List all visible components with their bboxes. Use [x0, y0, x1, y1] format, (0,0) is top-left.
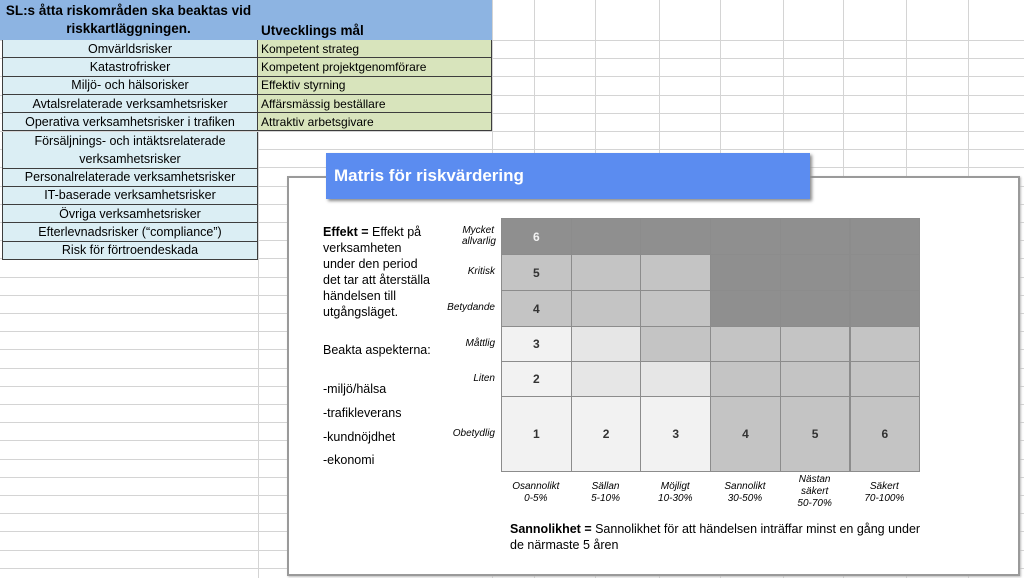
risk-cell[interactable]: Avtalsrelaterade verksamhetsrisker	[2, 95, 258, 113]
matrix-cell	[571, 254, 642, 291]
x-axis-label-range: 50-70%	[797, 498, 832, 509]
risk-cell[interactable]: IT-baserade verksamhetsrisker	[2, 187, 258, 205]
x-axis-label-name: Sällan	[591, 481, 620, 492]
matrix-cell	[571, 290, 642, 327]
matrix-cell	[780, 361, 851, 397]
risk-cell[interactable]: Efterlevnadsrisker (“compliance”)	[2, 223, 258, 241]
matrix-cell	[710, 254, 781, 291]
matrix-title: Matris för riskvärdering	[326, 153, 810, 199]
matrix-cell	[571, 218, 642, 255]
x-axis-label	[640, 481, 710, 505]
matrix-cell	[850, 326, 921, 362]
x-axis-label	[849, 481, 919, 505]
x-axis-label	[710, 481, 780, 505]
matrix-cell	[640, 361, 711, 397]
matrix-cell	[850, 290, 921, 327]
x-axis-label-range: 5-10%	[591, 493, 620, 504]
matrix-cell: 5	[780, 396, 851, 472]
matrix-cell: 3	[640, 396, 711, 472]
x-axis-label-range: 0-5%	[524, 493, 548, 504]
risk-cell[interactable]: Omvärldsrisker	[2, 40, 258, 58]
x-axis-label-name: Sannolikt	[724, 481, 766, 492]
matrix-cell: 3	[501, 326, 572, 362]
risk-cell[interactable]: Operativa verksamhetsrisker i trafiken	[2, 113, 258, 131]
matrix-cell	[710, 290, 781, 327]
sannolikhet-label: Sannolikhet =	[510, 522, 592, 536]
matrix-cell: 2	[501, 361, 572, 397]
matrix-cell: 4	[710, 396, 781, 472]
matrix-cell	[640, 290, 711, 327]
risk-cell[interactable]: Risk för förtroendeskada	[2, 242, 258, 260]
matrix-cell: 6	[850, 396, 921, 472]
aspect-item: -miljö/hälsa	[323, 382, 387, 396]
risk-cell[interactable]: Katastrofrisker	[2, 58, 258, 76]
effekt-label: Effekt =	[323, 225, 369, 239]
header-risk-areas[interactable]: SL:s åtta riskområden ska beaktas vid riskkartläggningen.	[0, 0, 258, 40]
matrix-cell	[850, 218, 921, 255]
matrix-cell: 2	[571, 396, 642, 472]
aspect-item: -ekonomi	[323, 453, 375, 467]
x-axis-label-name: Osannolikt	[512, 481, 560, 492]
effekt-definition	[323, 224, 433, 320]
matrix-cell	[640, 218, 711, 255]
x-axis-label	[780, 474, 850, 510]
matrix-cell	[780, 290, 851, 327]
matrix-cell	[710, 326, 781, 362]
x-axis-label	[501, 481, 571, 505]
aspect-item: -kundnöjdhet	[323, 430, 396, 444]
y-axis-label: Betydande	[447, 302, 495, 313]
beakta-heading: Beakta aspekterna:	[323, 343, 431, 357]
x-axis-label-name: Möjligt	[660, 481, 690, 492]
matrix-cell: 5	[501, 254, 572, 291]
risk-cell[interactable]: Personalrelaterade verksamhetsrisker	[2, 169, 258, 187]
sannolikhet-text: Sannolikhet för att händelsen inträffar minst en gång under de närmaste 5 åren	[510, 522, 921, 552]
y-axis-label: Måttlig	[465, 337, 495, 349]
goal-cell[interactable]: Kompetent projektgenomförare	[258, 58, 492, 76]
goal-cell[interactable]: Affärsmässig beställare	[258, 95, 492, 113]
y-axis-label: Kritisk	[467, 266, 495, 277]
matrix-cell	[780, 326, 851, 362]
effekt-text: Effekt på verksamheten under den period det tar att återställa händelsen till utgångsläget.	[323, 225, 431, 319]
sannolikhet-definition	[510, 521, 930, 553]
x-axis-label-name: Nästan säkert	[798, 474, 831, 497]
matrix-cell	[780, 218, 851, 255]
matrix-cell: 6	[501, 218, 572, 255]
aspect-item: -trafikleverans	[323, 406, 402, 420]
goal-cell[interactable]: Attraktiv arbetsgivare	[258, 113, 492, 131]
matrix-cell	[640, 254, 711, 291]
x-axis-label-range: 30-50%	[727, 493, 763, 504]
matrix-cell	[710, 218, 781, 255]
risk-cell[interactable]: Övriga verksamhetsrisker	[2, 205, 258, 223]
goal-cell[interactable]: Effektiv styrning	[258, 77, 492, 95]
matrix-cell	[780, 254, 851, 291]
x-axis-label	[571, 481, 641, 505]
header-development-goals[interactable]: Utvecklings mål	[258, 0, 492, 40]
y-axis-label: Obetydlig	[452, 427, 495, 439]
matrix-cell	[850, 254, 921, 291]
matrix-cell	[640, 326, 711, 362]
risk-cell[interactable]: Försäljnings- och intäktsrelaterade verksamhetsrisker	[2, 132, 258, 169]
x-axis-label-range: 70-100%	[864, 493, 905, 504]
matrix-cell: 4	[501, 290, 572, 327]
y-axis-label: Liten	[473, 372, 495, 384]
matrix-cell	[571, 326, 642, 362]
risk-cell[interactable]: Miljö- och hälsorisker	[2, 77, 258, 95]
x-axis-label-name: Säkert	[869, 481, 899, 492]
goal-cell[interactable]: Kompetent strateg	[258, 40, 492, 58]
matrix-cell: 1	[501, 396, 572, 472]
y-axis-label: Mycket allvarlig	[462, 225, 496, 247]
matrix-cell	[850, 361, 921, 397]
matrix-cell	[710, 361, 781, 397]
matrix-cell	[571, 361, 642, 397]
x-axis-label-range: 10-30%	[658, 493, 693, 504]
